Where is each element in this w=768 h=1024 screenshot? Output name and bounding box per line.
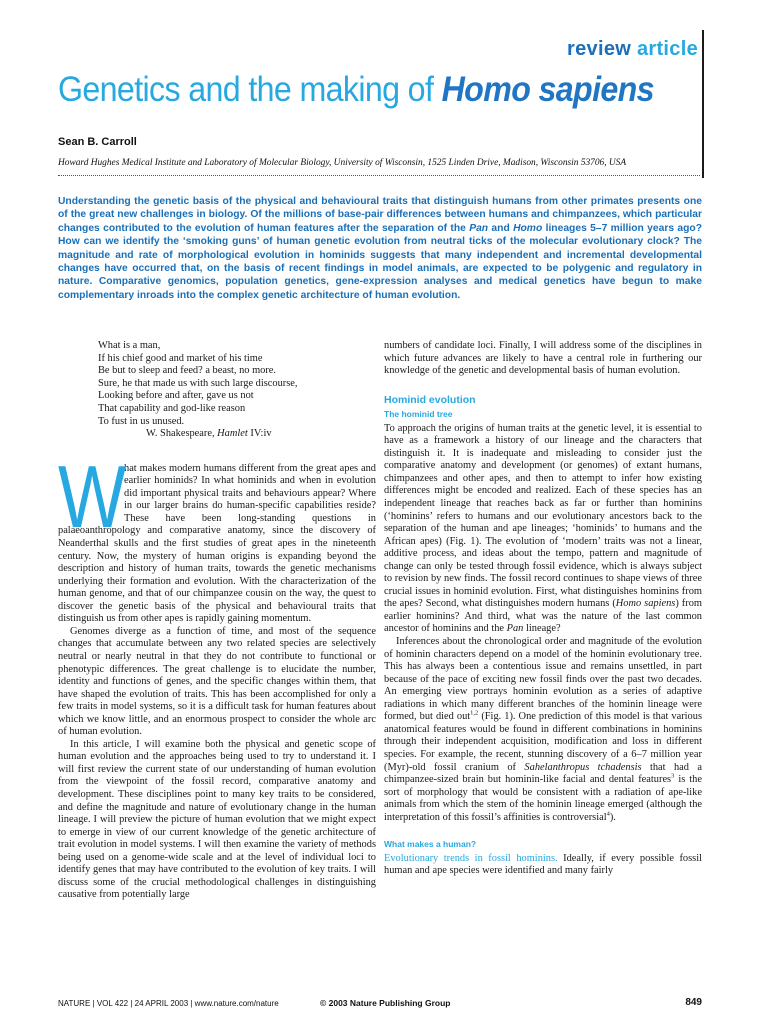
article-title — [58, 70, 654, 110]
abstract-pan: Pan — [469, 222, 489, 234]
reference-superscript: 4 — [606, 810, 610, 818]
epigraph-line: Sure, he that made us with such large discourse, — [98, 377, 298, 389]
author-name: Sean B. Carroll — [58, 136, 137, 148]
attribution-suffix: IV:iv — [247, 428, 272, 440]
abstract-text-1: Understanding the genetic basis of the physical and behavioural traits that distinguish humans from other primates presents one of the great new challenges in biology. Of the millions of base-pair differences between humans and chimpanzees, which particular changes contributed to the evolution of human features after the separation of the — [58, 196, 702, 234]
page-footer — [58, 997, 702, 1011]
epigraph — [98, 340, 358, 441]
paragraph: Genomes diverge as a function of time, and most of the sequence changes that accumulate between any two related species are selectively neutral or nearly neutral in that they do not contribute to functional or phenotypic differences. The great challenge is to elucidate the number, identity and functions of genes, and the specific changes within them, that have shaped the evolution of traits. This has been accomplished for only a few traits in model systems, so it is a difficult task for human features about which we know little, and an enormous prospect to consider the whole arc of human evolution. — [58, 625, 376, 738]
para-b-end: is the sort of morphology that would be consistent with a radiation of ape-like animals from which the stem of the hominin lineage emerged (although the interpretation of this fossil’s affinities is controversial — [384, 774, 702, 823]
reference-superscript: 3 — [671, 772, 675, 780]
section-label-review: review — [567, 38, 632, 60]
paragraph — [384, 423, 702, 636]
para-a-italic2: Pan — [506, 623, 524, 635]
para-b-mid: (Fig. 1). One prediction of this model is that various anatomical features would be found in different combinations in hominins through their independent acquisition, modification and loss in different species. For example, the recent, stunning discovery of a 6–7 million year (Myr)-old fossil cranium of — [384, 711, 702, 773]
para-b-start: Inferences about the chronological order and magnitude of the evolution of hominin characters depend on a model of the hominin evolutionary tree. This has always been a contentious issue and remains unsettled, in part because of the pace of exciting new fossil finds over the past two decades. An emerging view portrays hominin evolution as a series of adaptive radiations in which many different branches of the hominin lineage were formed, but died out — [384, 636, 702, 723]
title-plain: Genetics and the making of — [58, 70, 442, 109]
page-number: 849 — [685, 997, 702, 1008]
footer-copyright: © 2003 Nature Publishing Group — [320, 998, 451, 1008]
epigraph-line: What is a man, — [98, 340, 161, 351]
section-heading: Hominid evolution — [384, 393, 476, 406]
epigraph-line: Looking before and after, gave us not — [98, 390, 254, 402]
epigraph-attribution — [98, 428, 358, 441]
abstract-and: and — [488, 222, 514, 234]
epigraph-line: Be but to sleep and feed? a beast, no more. — [98, 365, 277, 377]
dotted-divider — [58, 175, 700, 176]
abstract-homo: Homo — [513, 222, 543, 234]
section-label-article: article — [636, 38, 698, 60]
para-b-close: ). — [609, 811, 616, 823]
para-b-mid2: that had a chimpanzee-sized brain but hominin-like facial and dental features — [384, 761, 702, 786]
para-a-mid: ) from earlier hominins? And third, what was the nature of the last common ancestor of hominins and the — [384, 598, 702, 635]
reference-superscript: 1,2 — [470, 709, 479, 717]
header-rule — [702, 30, 704, 178]
left-column — [58, 340, 376, 902]
para-a-italic: Homo sapiens — [615, 598, 676, 610]
para-a-text: To approach the origins of human traits at the genetic level, it is essential to have as a framework a history of our lineage and the characters that distinguish it. It is inadequate and misleading to consider just the comparative anatomy and development (or genomes) of extant humans, chimpanzees and other apes, and then to attempt to infer how existing differences might be encoded and realized. Each of these species has an independent lineage that reaches back as far or further than hominins (‘hominins’ refers to humans and our evolutionary ancestors back to the separation of the human and ape lineages; ‘hominids’ to humans and the African apes) (Fig. 1). The evolution of ‘modern’ traits was not a linear, additive process, and ideas about the tempo, pattern and magnitude of change can only be tested through fossil evidence, which is always subject to revision by new finds. The fossil record continues to shape views of three crucial issues in hominid evolution. First, what distinguishes hominins from the apes? Second, what distinguishes modern humans ( — [384, 422, 702, 610]
title-italic: Homo sapiens — [441, 70, 654, 109]
para-b-italic: Sahelanthropus tchadensis — [524, 761, 642, 773]
epigraph-line: That capability and god-like reason — [98, 402, 246, 414]
paragraph — [384, 636, 702, 824]
drop-cap: W — [58, 446, 127, 546]
para-c-text: Ideally, if every possible fossil human and ape species were identified and many fairly — [384, 852, 702, 877]
attribution-prefix: W. Shakespeare, — [146, 428, 218, 440]
para-a-end: lineage? — [523, 623, 561, 635]
inline-heading: Evolutionary trends in fossil hominins. — [384, 852, 558, 864]
subsection-heading: The hominid tree — [384, 409, 453, 420]
paragraph: numbers of candidate loci. Finally, I will address some of the disciplines in which future advances are likely to have a central role in furthering our knowledge of the genetic and developmental basis of human evolution. — [384, 340, 702, 377]
paragraph — [384, 853, 702, 878]
lead-paragraph — [58, 446, 376, 626]
footer-journal-info: NATURE | VOL 422 | 24 APRIL 2003 | www.nature.com/nature — [58, 999, 279, 1008]
section-heading: What makes a human? — [384, 839, 477, 850]
right-column — [384, 340, 702, 878]
epigraph-line: If his chief good and market of his time — [98, 352, 263, 364]
abstract-text-2: lineages 5–7 million years ago? How can we identify the ‘smoking guns’ of human genetic evolution from neutral ticks of the molecular evolutionary clock? The magnitude and rate of morphological evolution in hominids suggests that many independent and incremental developmental changes have occurred that, on the basis of recent findings in model animals, are expected to be polygenic and regulatory in nature. Comparative genomics, population genetics, gene-expression analyses and medical genetics have begun to make complementary inroads into the complex genetic architecture of human evolution. — [58, 222, 702, 301]
epigraph-line: To fust in us unused. — [98, 415, 185, 427]
abstract — [58, 195, 702, 302]
paragraph: hat makes modern humans different from the great apes and earlier hominids? In what hominids and when in evolution did important physical traits and behaviours appear? Where in our larger brains do human-specific capabilities reside? These have been long-standing questions in palaeoanthropology and comparative anatomy, since the discovery of Neanderthal skulls and the first studies of great apes in the nineteenth century. Now, the mystery of human origins is expanding beyond the description and history of human traits, towards the genetic mechanisms underlying their formation and evolution. With the characterization of the human genome, and that of our chimpanzee cousin on the way, the quest to discover the genetic basis of the physical and behavioural traits that distinguish us from other apes is rapidly gaining momentum. — [58, 462, 376, 625]
author-affiliation: Howard Hughes Medical Institute and Laboratory of Molecular Biology, University of Wisconsin, 1525 Linden Drive, Madison, Wisconsin 53706, USA — [58, 158, 627, 168]
section-label — [567, 38, 698, 61]
paragraph: In this article, I will examine both the physical and genetic scope of human evolution and the approaches being used to try to understand it. I will first review the current state of our understanding of human evolution from the viewpoint of the fossil record, comparative anatomy and development. These disciplines point to many key traits to be considered, and define the magnitude and nature of evolutionary change in the human lineage. I will preview the picture of human evolution that we might expect to emerge in view of our current knowledge of the genetic architecture of trait evolution in model systems. I will then examine the variety of methods being used on a genome-wide scale and at the level of individual loci to identify genes that may have contributed to the evolution of key traits. I will discuss some of the crucial methodological challenges in distinguishing causative from potentially large — [58, 738, 376, 901]
attribution-work: Hamlet — [217, 428, 248, 440]
